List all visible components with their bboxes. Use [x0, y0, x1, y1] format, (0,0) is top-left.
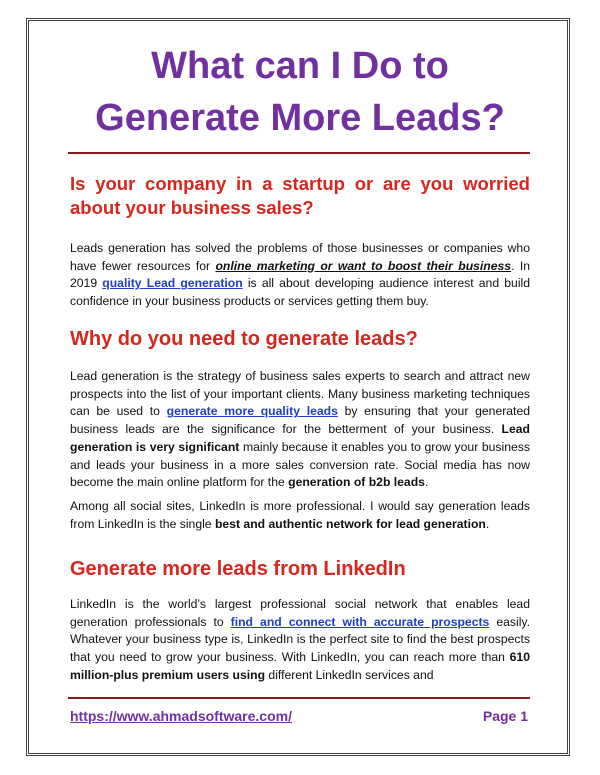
footer-divider [68, 697, 530, 699]
paragraph-linkedin-network [70, 596, 530, 685]
page-title-line-1: What can I Do to [151, 45, 449, 87]
emphasis-online-marketing: online marketing or want to boost their business [215, 258, 512, 273]
page-number: Page 1 [482, 708, 528, 724]
text: LinkedIn is the world’s largest professional social network that enables lead generation professionals to [70, 597, 530, 629]
bold-610-million-users: 610 million-plus premium users using [70, 650, 530, 682]
section-heading-why-leads: Why do you need to generate leads? [70, 328, 418, 350]
text: Lead generation is the strategy of business sales experts to search and attract new prospects into the list of your important clients. Many business marketing techniques can be used to [70, 369, 530, 419]
section-heading-linkedin: Generate more leads from LinkedIn [70, 558, 406, 580]
page-title-line-2: Generate More Leads? [95, 97, 505, 139]
bold-b2b-leads: generation of b2b leads [288, 475, 425, 490]
bold-best-network: best and authentic network for lead generation [214, 516, 486, 531]
text: Leads generation has solved the problems of those businesses or companies who have fewer resources for [70, 241, 530, 273]
text: mainly because it enables you to grow your business and leads your business in a more sales conversion rate. Social media has now become the main online platform for the [70, 439, 530, 490]
link-quality-lead-generation[interactable]: quality Lead generation [102, 276, 243, 291]
text: easily. Whatever your business type is, LinkedIn is the perfect site to find the best prospects that you need to grow your business. With LinkedIn, you can reach more than [70, 614, 530, 665]
text: Among all social sites, LinkedIn is more professional. I would say generation leads from LinkedIn is the single [70, 499, 530, 531]
paragraph-linkedin-professional [70, 498, 530, 533]
title-divider [68, 152, 530, 154]
section-heading-startup: Is your company in a startup or are you worried about your business sales? [70, 173, 530, 218]
text: different LinkedIn services and [265, 667, 434, 682]
text: . [485, 516, 490, 531]
text: by ensuring that your generated business leads are the significance for the betterment of your business. [70, 404, 531, 437]
paragraph-lead-generation-strategy [70, 368, 530, 492]
link-find-accurate-prospects[interactable]: find and connect with accurate prospects [230, 614, 490, 629]
page-title [40, 40, 560, 144]
footer-website-link[interactable]: https://www.ahmadsoftware.com/ [70, 708, 292, 724]
text: is all about developing audience interest and build confidence in your business products or services getting them buy. [70, 276, 531, 309]
text: . In 2019 [70, 258, 531, 291]
paragraph-leads-intro [70, 240, 530, 311]
bold-lead-generation-significant: Lead generation is very significant [70, 422, 530, 454]
link-generate-more-quality-leads[interactable]: generate more quality leads [166, 404, 338, 419]
text: . [424, 475, 429, 490]
